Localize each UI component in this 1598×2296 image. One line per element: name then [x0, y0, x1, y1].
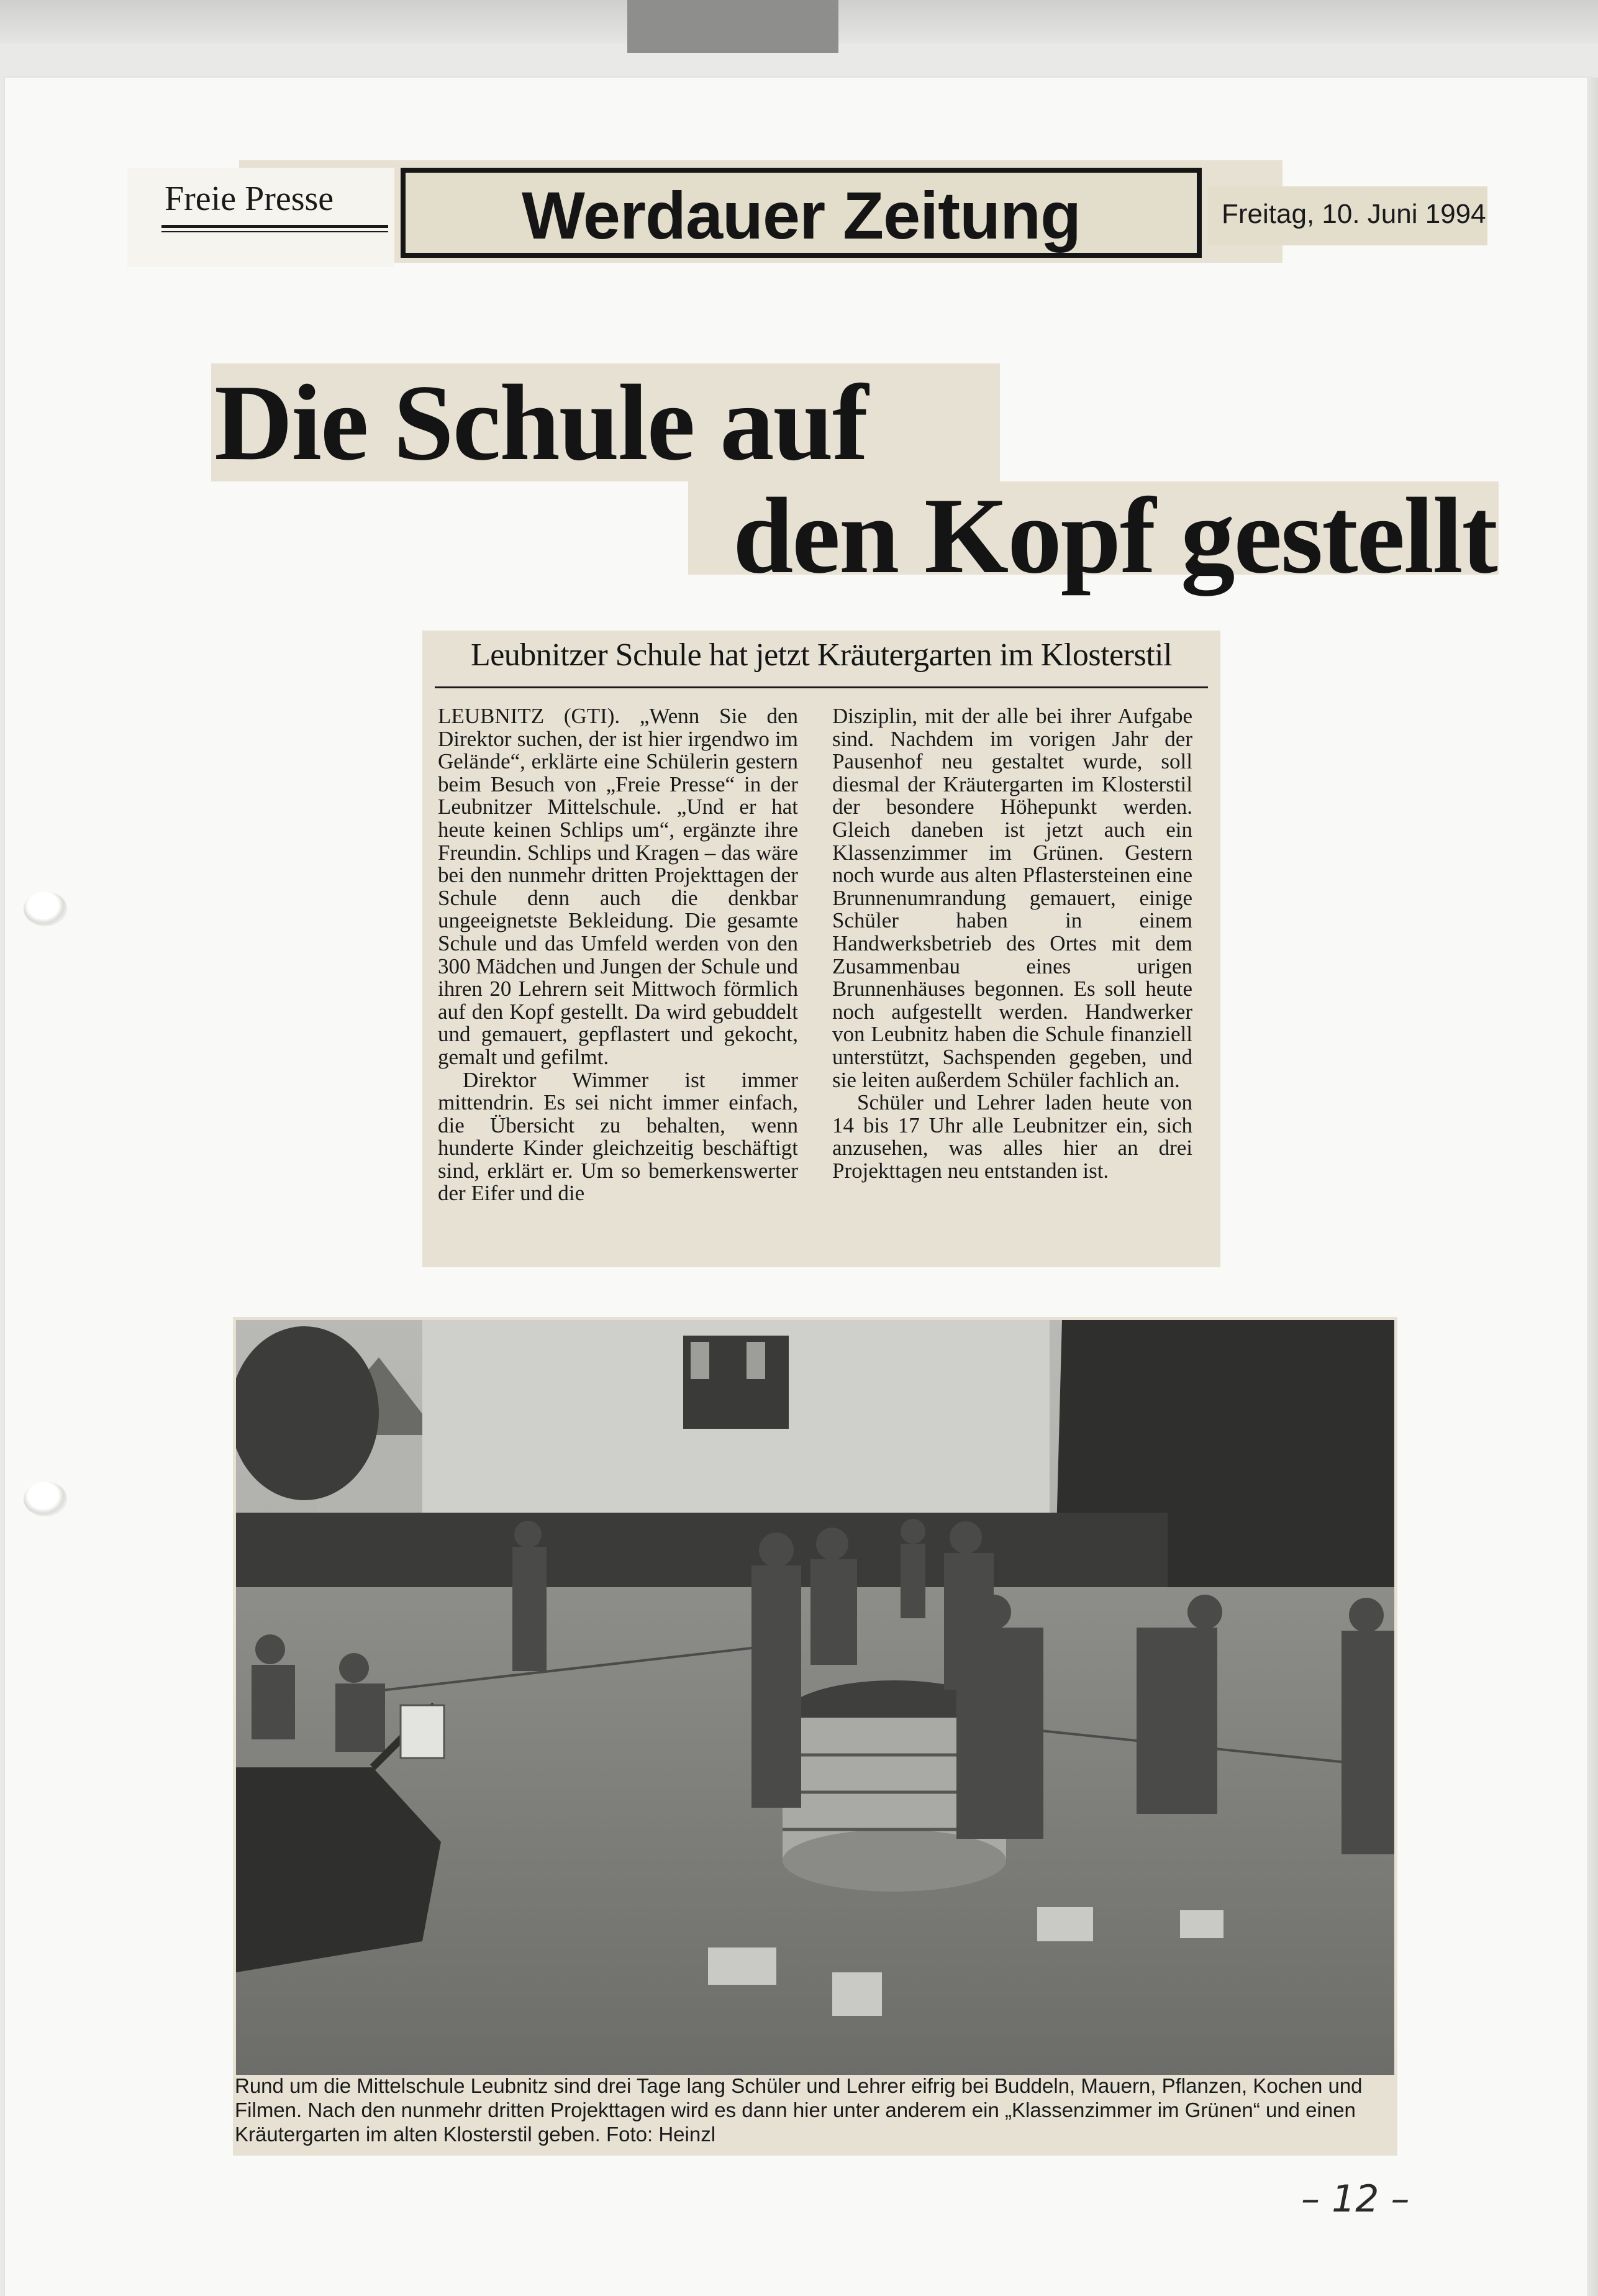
subheadline-rule — [435, 686, 1208, 688]
photo-caption: Rund um die Mittelschule Leubnitz sind drei Tage lang Schüler und Lehrer eifrig bei Buddeln, Mauern, Pflanzen, Kochen und Filmen. Nach den nunmehr dritten Projekttagen wird es dann hier unter anderem ein „Klassenzimmer im Grünen“ und einen Kräutergarten im alten Klosterstil geben. Foto: Heinzl — [235, 2074, 1363, 2146]
logo-rule-thick — [161, 225, 388, 228]
scanner-tab — [627, 0, 838, 53]
article-column-left — [438, 705, 798, 1205]
news-photo — [236, 1320, 1394, 2075]
article-column-right — [832, 705, 1192, 1182]
headline-line-2: den Kopf gestellt — [733, 475, 1497, 596]
issue-date: Freitag, 10. Juni 1994 — [1222, 199, 1486, 229]
subheadline: Leubnitzer Schule hat jetzt Kräutergarten im Klosterstil — [470, 637, 1173, 673]
date-box — [1208, 186, 1487, 245]
paragraph: Schüler und Lehrer laden heute von 14 bis 17 Uhr alle Leubnitzer ein, sich anzusehen, was alles hier an drei Projekttagen neu entstanden ist. — [832, 1090, 1192, 1183]
paragraph: Disziplin, mit der alle bei ihrer Aufgabe sind. Nachdem im vorigen Jahr der Pausenhof neu gestaltet wurde, soll diesmal der Kräutergarten im Klosterstil der besondere Höhepunkt werden. Gleich daneben ist jetzt auch ein Klassenzimmer im Grünen. Gestern noch wurde aus alten Pflastersteinen eine Brunnenumrandung gemauert, einige Schüler haben in einem Handwerksbetrieb des Ortes mit dem Zusammenbau eines urigen Brunnenhäuses begonnen. Es soll heute noch aufgestellt werden. Handwerker von Leubnitz haben die Schule finanziell unterstützt, Sachspenden gegeben, und sie leiten außerdem Schüler fachlich an. — [832, 704, 1192, 1092]
punch-hole-top — [24, 891, 67, 926]
sheet-edge — [1587, 78, 1598, 2296]
freie-presse-text: Freie Presse — [165, 180, 334, 218]
paragraph: Direktor Wimmer ist immer mittendrin. Es sei nicht immer einfach, die Übersicht zu behalten, wenn hunderte Kinder gleichzeitig beschäftigt sind, erklärt er. Um so bemerkenswerter der Eifer und die — [438, 1067, 798, 1206]
punch-hole-bottom — [24, 1482, 67, 1516]
paragraph: LEUBNITZ (GTI). „Wenn Sie den Direktor suchen, der ist hier irgendwo im Gelände“, erklärte eine Schülerin gestern beim Besuch von „Freie Presse“ in der Leubnitzer Mittelschule. „Und er hat heute keinen Schlips um“, ergänzte ihre Freundin. Schlips und Kragen – das wäre bei den nunmehr dritten Projekttagen der Schule denn auch die denkbar ungeeignetste Bekleidung. Die gesamte Schule und das Umfeld werden von den 300 Mädchen und Jungen der Schule und ihren 20 Lehrern seit Mittwoch förmlich auf den Kopf gestellt. Da wird gebuddelt und gemauert, gepflastert und gekocht, gemalt und gefilmt. — [438, 704, 798, 1069]
page-number: – 12 – — [1301, 2177, 1410, 2221]
newspaper-title: Werdauer Zeitung — [521, 178, 1081, 253]
headline-line-1: Die Schule auf — [214, 362, 868, 483]
newspaper-title-box — [401, 168, 1202, 258]
logo-rule-thin — [161, 231, 388, 232]
freie-presse-logo — [127, 168, 394, 267]
